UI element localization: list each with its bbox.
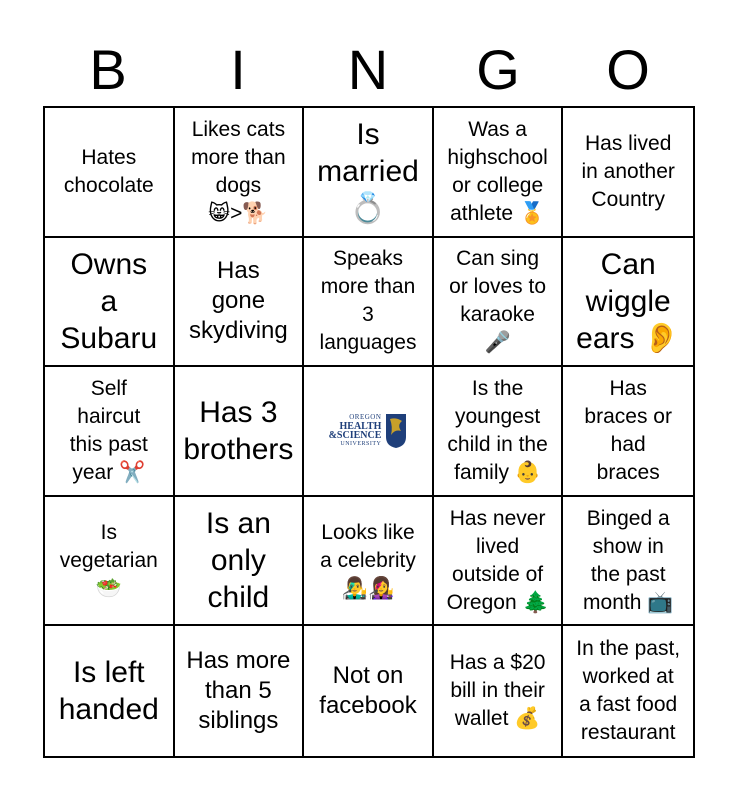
bingo-cell-text: Has a $20 bill in their wallet 💰	[449, 651, 546, 731]
bingo-cell[interactable]	[434, 238, 564, 368]
bingo-cell-text: Hates chocolate	[63, 145, 154, 197]
bingo-cell[interactable]	[175, 626, 305, 756]
bingo-cell-text: Likes cats more than dogs 😸>🐕	[191, 117, 286, 225]
bingo-cell-text: Can wiggle ears 👂	[576, 247, 681, 355]
bingo-cell-text: Is married 💍	[317, 118, 419, 226]
header-letter-b: B	[89, 38, 127, 101]
bingo-cell[interactable]	[563, 238, 693, 368]
bingo-cell[interactable]	[45, 626, 175, 756]
bingo-cell-text: Owns a Subaru	[60, 247, 158, 355]
bingo-cell[interactable]	[175, 367, 305, 497]
bingo-cell[interactable]	[304, 626, 434, 756]
bingo-cell[interactable]	[434, 367, 564, 497]
bingo-cell[interactable]	[45, 108, 175, 238]
bingo-cell-text: Is vegetarian 🥗	[59, 520, 158, 600]
bingo-cell[interactable]	[563, 367, 693, 497]
bingo-cell[interactable]	[434, 108, 564, 238]
bingo-cell[interactable]	[45, 238, 175, 368]
bingo-cell[interactable]	[434, 497, 564, 627]
bingo-cell-text: Is the youngest child in the family 👶	[447, 376, 548, 484]
bingo-cell[interactable]	[563, 626, 693, 756]
bingo-cell-text: Has never lived outside of Oregon 🌲	[446, 506, 549, 614]
bingo-cell-text: Is left handed	[58, 656, 159, 727]
bingo-cell[interactable]	[304, 238, 434, 368]
bingo-cell[interactable]	[175, 238, 305, 368]
bingo-cell-text: Looks like a celebrity 👨‍🎤👩‍🎤	[320, 520, 416, 600]
bingo-cell-text: Self haircut this past year ✂️	[69, 376, 148, 484]
bingo-cell[interactable]	[175, 497, 305, 627]
header-letter-n: N	[347, 38, 389, 101]
bingo-cell[interactable]	[45, 367, 175, 497]
bingo-cell-text: Has gone skydiving	[189, 257, 288, 345]
bingo-cell-text: Was a highschool or college athlete 🏅	[447, 117, 548, 225]
bingo-cell-text: Has lived in another Country	[581, 131, 675, 211]
bingo-cell-text: Binged a show in the past month 📺	[583, 506, 674, 614]
bingo-cell-text: Has braces or had braces	[584, 376, 672, 484]
bingo-cell[interactable]	[304, 108, 434, 238]
bingo-cell-text: In the past, worked at a fast food restaurant	[576, 637, 681, 745]
bingo-cell-text: Has 3 brothers	[183, 395, 294, 466]
ohsu-shield-icon	[385, 413, 407, 449]
bingo-cell[interactable]	[175, 108, 305, 238]
bingo-header	[43, 30, 693, 110]
ohsu-logo	[329, 413, 408, 449]
bingo-cell[interactable]	[45, 497, 175, 627]
bingo-cell-text: Has more than 5 siblings	[186, 647, 291, 735]
free-space-cell[interactable]	[304, 367, 434, 497]
header-letter-g: G	[476, 38, 520, 101]
ohsu-logo-text: OREGON HEALTH &SCIENCE UNIVERSITY	[328, 412, 382, 447]
bingo-cell-text: Is an only child	[205, 507, 271, 615]
header-letter-o: O	[606, 38, 650, 101]
bingo-cell[interactable]	[434, 626, 564, 756]
bingo-cell-text: Speaks more than 3 languages	[319, 247, 417, 355]
bingo-cell-text: Not on facebook	[319, 662, 417, 720]
bingo-board	[43, 106, 695, 758]
bingo-cell-text: Can sing or loves to karaoke 🎤	[449, 247, 547, 355]
bingo-cell[interactable]	[563, 108, 693, 238]
bingo-cell[interactable]	[304, 497, 434, 627]
header-letter-i: I	[230, 38, 246, 101]
bingo-cell[interactable]	[563, 497, 693, 627]
